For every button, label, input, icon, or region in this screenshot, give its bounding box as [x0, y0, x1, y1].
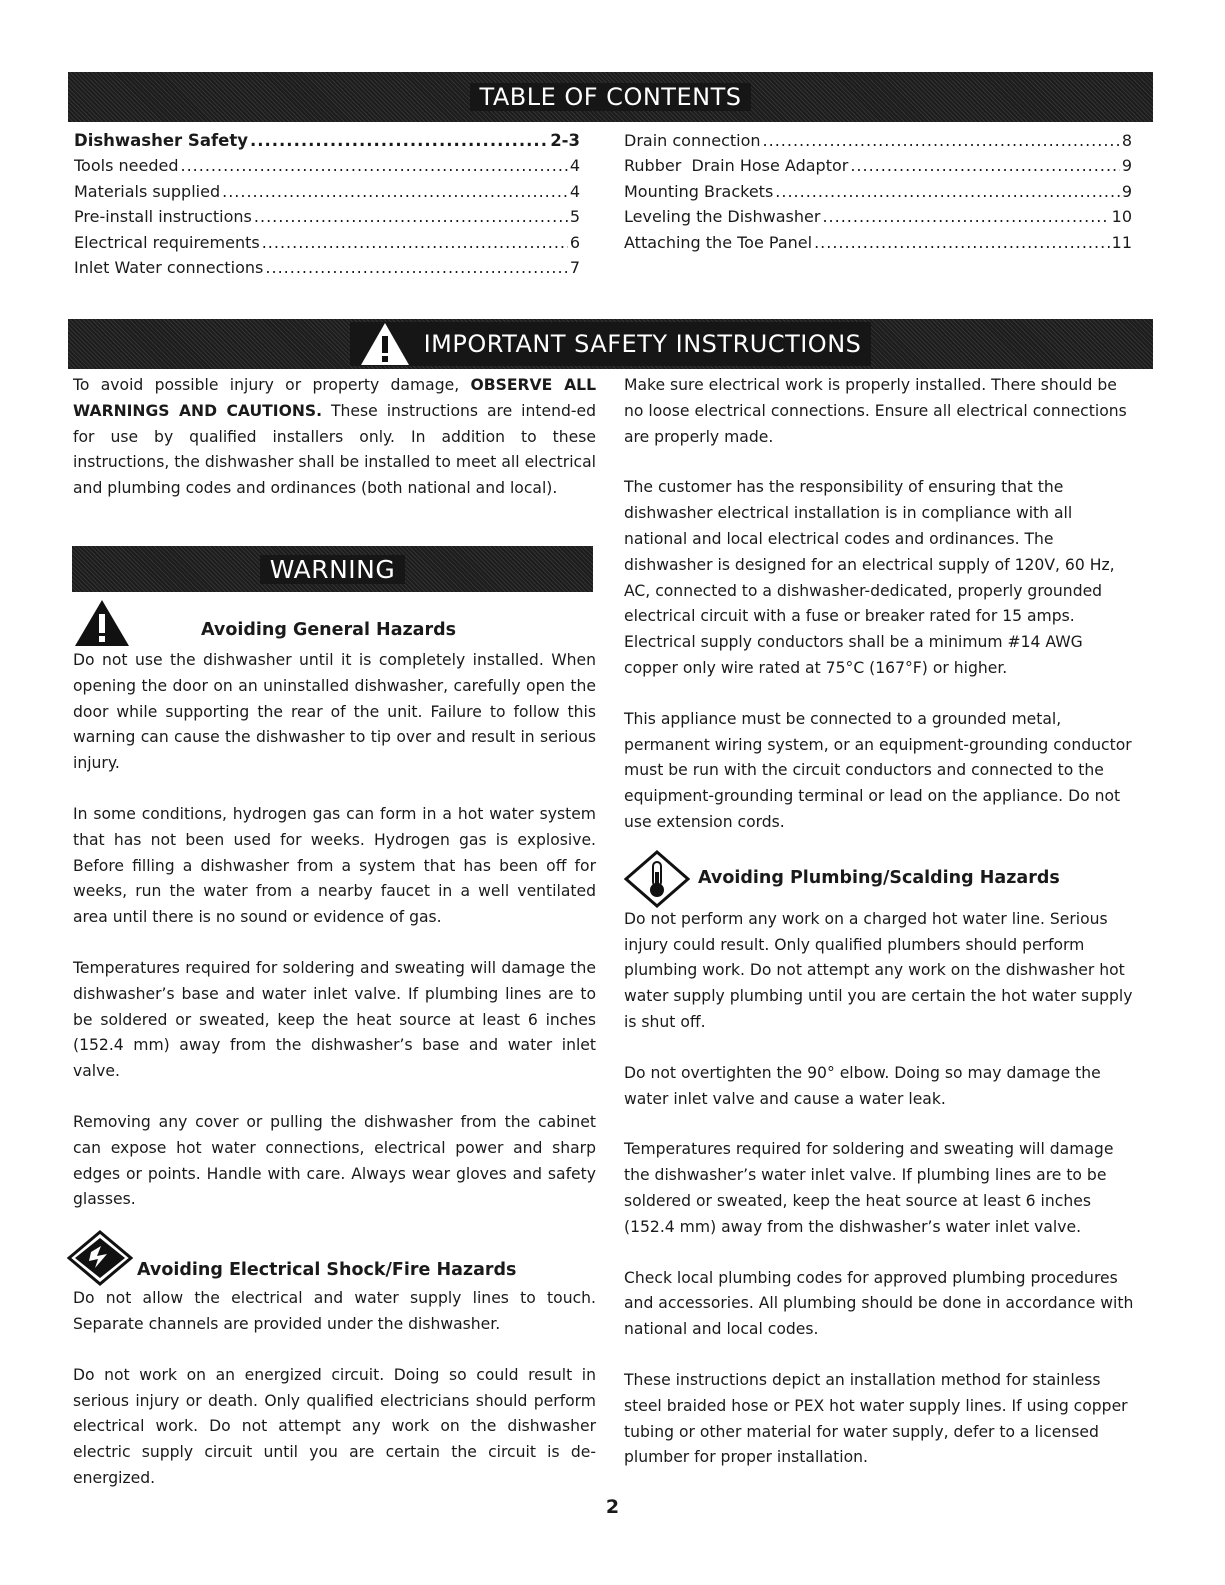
toc-leader [222, 179, 568, 204]
toc-entry-title: Pre-install instructions [74, 207, 252, 227]
electrical-hazards-paragraph: Do not allow the electrical and water supply lines to touch. Separate channels are provided under the dishwasher. [73, 1289, 596, 1333]
toc-entry-page: 4 [569, 156, 580, 176]
toc-entry-page: 7 [569, 258, 580, 278]
toc-entry-title: Tools needed [74, 156, 179, 176]
toc-entry-title: Attaching the Toe Panel [624, 232, 813, 252]
safety-banner-label [350, 322, 872, 366]
plumbing-paragraph: Do not perform any work on a charged hot water line. Serious injury could result. Only qualified plumbers should perform plumbing work. Do not attempt any work on the dishwasher hot water supply plumbing until you are certain the hot water supply is shut off. [624, 909, 1133, 1031]
electrical-shock-icon [67, 1230, 133, 1286]
toc-banner [68, 72, 1153, 122]
toc-entry-page: 5 [569, 207, 580, 227]
general-hazards-header [73, 598, 596, 648]
thermometer-icon [624, 850, 690, 908]
warning-triangle-icon [360, 322, 410, 366]
electrical-paragraph: This appliance must be connected to a grounded metal, permanent wiring system, or an equipment-grounding conductor must be run with the circuit conductors and connected to the equipment-grounding terminal or lead on the appliance. Do not use extension cords. [624, 709, 1132, 831]
toc-entry[interactable] [624, 204, 1132, 229]
intro-bold-text: OBSERVE ALL WARNINGS AND CAUTIONS. [73, 376, 597, 420]
toc-entry[interactable] [624, 128, 1132, 153]
toc-entry[interactable] [74, 255, 580, 280]
toc-left-column [74, 128, 580, 280]
toc-leader [250, 128, 548, 153]
toc-entry[interactable] [74, 204, 580, 229]
toc-entry-title: Leveling the Dishwasher [624, 207, 821, 227]
toc-entry-page: 11 [1111, 232, 1132, 252]
electrical-paragraph: Make sure electrical work is properly installed. There should be no loose electrical connections. Ensure all electrical connections are properly made. [624, 376, 1127, 446]
toc-entry-title: Rubber Drain Hose Adaptor [624, 156, 849, 176]
plumbing-paragraph: These instructions depict an installation method for stainless steel braided hose or PEX hot water supply lines. If using copper tubing or other material for water supply, defer to a licensed plumber for proper installation. [624, 1370, 1128, 1467]
toc-entry[interactable] [624, 179, 1132, 204]
electrical-hazards-paragraph: Do not work on an energized circuit. Doing so could result in serious injury or death. Only qualified electricians should perform electrical work. Do not attempt any work on the dishwasher electric supply circuit until you are certain the circuit is de-energized. [73, 1365, 596, 1487]
electrical-paragraph: The customer has the responsibility of ensuring that the dishwasher electrical installation is in compliance with all national and local electrical codes and ordinances. The dishwasher is designed for an electrical supply of 120V, 60 Hz, AC, connected to a dishwasher-dedicated, properly grounded electrical circuit with a fuse or breaker rated for 15 amps. Electrical supply conductors shall be a minimum #14 AWG copper only wire rated at 75°C (167°F) or higher. [624, 478, 1115, 677]
toc-entry[interactable] [74, 230, 580, 255]
toc-leader [262, 230, 568, 255]
toc-heading: TABLE OF CONTENTS [470, 83, 752, 111]
safety-banner [68, 319, 1153, 369]
toc-entry-title: Materials supplied [74, 181, 221, 201]
plumbing-paragraph: Do not overtighten the 90° elbow. Doing so may damage the water inlet valve and cause a water leak. [624, 1063, 1101, 1108]
right-column [624, 373, 1136, 1496]
toc-entry-page: 10 [1111, 207, 1132, 227]
toc-leader [180, 153, 567, 178]
plumbing-paragraph: Check local plumbing codes for approved plumbing procedures and accessories. All plumbing should be done in accordance with national and local codes. [624, 1268, 1134, 1339]
intro-text-cont: These instructions are intend-ed for use by qualified installers only. In addition to these instructions, the dishwasher shall be installed to meet all electrical and plumbing codes and ordinances (both national and local). [73, 401, 596, 498]
toc-entry[interactable] [74, 153, 580, 178]
toc-entry-title: Drain connection [624, 131, 761, 150]
warning-triangle-icon [73, 598, 131, 648]
toc-entry-page: 6 [569, 232, 580, 252]
toc-leader [850, 153, 1119, 178]
general-hazards-paragraph: Do not use the dishwasher until it is completely installed. When opening the door on an uninstalled dishwasher, carefully open the door while supporting the rear of the unit. Failure to follow this warning can cause the dishwasher to tip over and result in serious injury. [73, 651, 596, 773]
toc-entry[interactable] [74, 128, 580, 153]
general-hazards-title: Avoiding General Hazards [201, 620, 457, 641]
toc-entry-title: Mounting Brackets [624, 181, 774, 201]
general-hazards-paragraph: Temperatures required for soldering and sweating will damage the dishwasher’s base and water inlet valve. If plumbing lines are to be soldered or sweated, keep the heat source at least 6 inches (152.4 mm) away from the dishwasher’s base and water inlet valve. [73, 958, 596, 1081]
toc-entry-title: Electrical requirements [74, 232, 260, 252]
plumbing-hazards-title: Avoiding Plumbing/Scalding Hazards [698, 867, 1060, 888]
plumbing-paragraph: Temperatures required for soldering and sweating will damage the dishwasher’s water inlet valve. If plumbing lines are to be soldered or sweated, keep the heat source at least 6 inches (152.4 mm) away from the dishwasher’s water inlet valve. [624, 1140, 1114, 1236]
toc-entry[interactable] [624, 153, 1132, 178]
warning-banner [72, 546, 593, 592]
toc-leader [822, 204, 1109, 229]
toc-leader [265, 255, 567, 280]
toc-entry[interactable] [624, 230, 1132, 255]
general-hazards-paragraph: In some conditions, hydrogen gas can form in a hot water system that has not been used for weeks. Hydrogen gas is explosive. Before filling a dishwasher from a system that has been off for weeks, run the water from a nearby faucet in a well ventilated area until there is no sound or evidence of gas. [73, 804, 596, 927]
intro-text: To avoid possible injury or property damage, [73, 376, 471, 394]
general-hazards-paragraph: Removing any cover or pulling the dishwasher from the cabinet can expose hot water connections, electrical power and sharp edges or points. Handle with care. Always wear gloves and safety glasses. [73, 1112, 596, 1209]
toc-leader [763, 128, 1120, 153]
toc-leader [254, 204, 568, 229]
toc-leader [814, 230, 1110, 255]
toc-entry-page: 9 [1121, 181, 1132, 201]
toc-entry-page: 4 [569, 181, 580, 201]
plumbing-hazards-header [624, 853, 1136, 905]
toc-leader [775, 179, 1120, 204]
page-number: 2 [605, 1496, 620, 1518]
toc-entry-page: 9 [1121, 156, 1132, 176]
toc-right-column [624, 128, 1132, 255]
toc-entry-title: Dishwasher Safety [74, 131, 248, 150]
general-hazards-section [73, 598, 596, 1517]
electrical-hazards-title: Avoiding Electrical Shock/Fire Hazards [137, 1260, 517, 1281]
toc-entry[interactable] [74, 179, 580, 204]
left-column [73, 373, 596, 527]
safety-intro [73, 373, 596, 502]
toc-entry-page: 2-3 [550, 131, 580, 150]
toc-entry-page: 8 [1121, 131, 1132, 150]
toc-entry-title: Inlet Water connections [74, 258, 264, 278]
safety-heading: IMPORTANT SAFETY INSTRUCTIONS [423, 330, 862, 358]
warning-label: WARNING [260, 555, 405, 584]
electrical-hazards-header [73, 1238, 596, 1286]
